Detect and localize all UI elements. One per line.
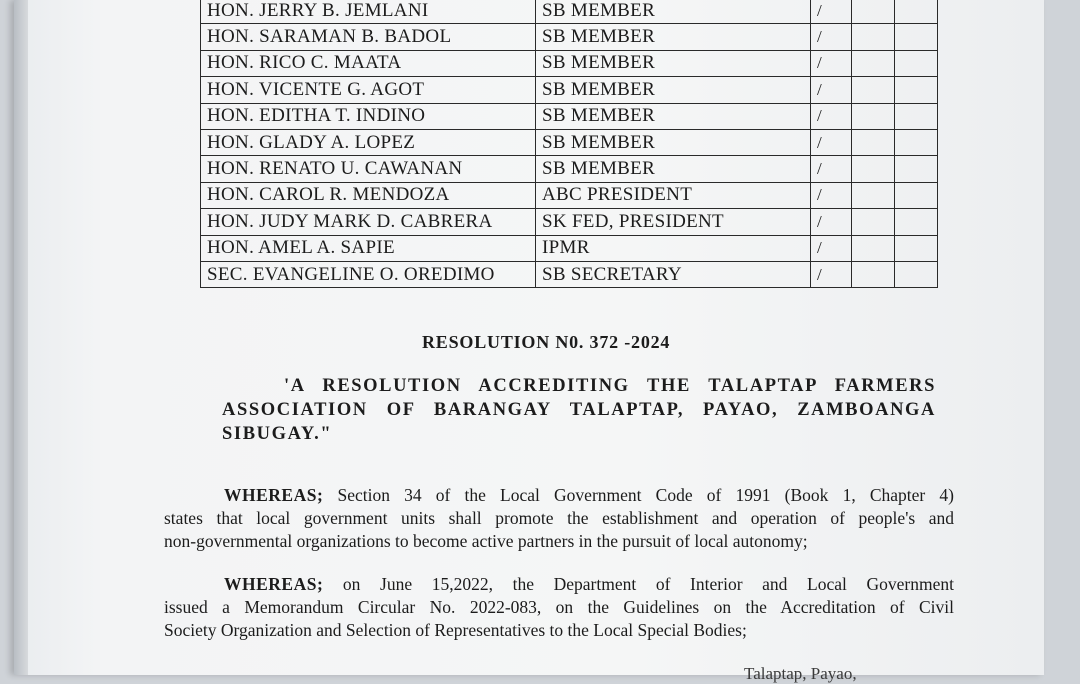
member-name: HON. RENATO U. CAWANAN — [201, 156, 536, 182]
present-mark: / — [811, 182, 852, 208]
leave-cell — [895, 24, 938, 50]
member-position: SK FED, PRESIDENT — [536, 209, 811, 235]
leave-cell — [895, 77, 938, 103]
resolution-title-line: 'A RESOLUTION ACCREDITING THE TALAPTAP FARMERS — [284, 376, 936, 396]
member-name: HON. JERRY B. JEMLANI — [201, 0, 536, 24]
leave-cell — [895, 209, 938, 235]
leave-cell — [895, 235, 938, 261]
attendance-row — [201, 156, 938, 182]
present-mark: / — [811, 103, 852, 129]
attendance-row — [201, 103, 938, 129]
present-mark: / — [811, 156, 852, 182]
present-mark: / — [811, 129, 852, 155]
member-position: SB MEMBER — [536, 103, 811, 129]
whereas-line: Society Organization and Selection of Representatives to the Local Special Bodies; — [164, 620, 747, 640]
leave-cell — [895, 0, 938, 24]
attendance-row — [201, 0, 938, 24]
member-name: HON. GLADY A. LOPEZ — [201, 129, 536, 155]
member-name: HON. SARAMAN B. BADOL — [201, 24, 536, 50]
leave-cell — [895, 156, 938, 182]
absent-cell — [852, 0, 895, 24]
absent-cell — [852, 129, 895, 155]
attendance-row — [201, 77, 938, 103]
attendance-table-body — [201, 0, 938, 288]
present-mark: / — [811, 24, 852, 50]
page-edge — [14, 0, 28, 675]
present-mark: / — [811, 77, 852, 103]
member-position: SB MEMBER — [536, 129, 811, 155]
absent-cell — [852, 103, 895, 129]
leave-cell — [895, 50, 938, 76]
member-name: HON. JUDY MARK D. CABRERA — [201, 209, 536, 235]
cut-off-text: Talaptap, Payao, — [744, 664, 857, 683]
member-position: SB MEMBER — [536, 24, 811, 50]
member-name: SEC. EVANGELINE O. OREDIMO — [201, 261, 536, 287]
resolution-number: RESOLUTION N0. 372 -2024 — [422, 332, 671, 352]
absent-cell — [852, 182, 895, 208]
member-position: IPMR — [536, 235, 811, 261]
whereas-line — [164, 484, 954, 507]
leave-cell — [895, 129, 938, 155]
resolution-title-line: SIBUGAY." — [222, 424, 333, 444]
whereas-text: on June 15,2022, the Department of Interior and Local Government — [323, 574, 954, 594]
absent-cell — [852, 209, 895, 235]
attendance-row — [201, 129, 938, 155]
attendance-row — [201, 261, 938, 287]
absent-cell — [852, 50, 895, 76]
attendance-table — [200, 0, 938, 288]
leave-cell — [895, 103, 938, 129]
whereas-clause-1 — [164, 484, 954, 553]
attendance-row — [201, 209, 938, 235]
resolution-title-line: ASSOCIATION OF BARANGAY TALAPTAP, PAYAO, ZAMBOANGA — [222, 400, 936, 420]
whereas-line — [164, 573, 954, 596]
member-position: SB MEMBER — [536, 156, 811, 182]
present-mark: / — [811, 0, 852, 24]
attendance-row — [201, 24, 938, 50]
absent-cell — [852, 156, 895, 182]
member-name: HON. EDITHA T. INDINO — [201, 103, 536, 129]
document-page — [14, 0, 1044, 683]
member-position: ABC PRESIDENT — [536, 182, 811, 208]
member-position: SB MEMBER — [536, 0, 811, 24]
present-mark: / — [811, 261, 852, 287]
absent-cell — [852, 261, 895, 287]
absent-cell — [852, 235, 895, 261]
whereas-text: Section 34 of the Local Government Code of 1991 (Book 1, Chapter 4) — [323, 485, 954, 505]
whereas-label: WHEREAS; — [224, 574, 324, 594]
member-name: HON. VICENTE G. AGOT — [201, 77, 536, 103]
member-name: HON. AMEL A. SAPIE — [201, 235, 536, 261]
attendance-row — [201, 182, 938, 208]
whereas-label: WHEREAS; — [224, 485, 324, 505]
member-name: HON. RICO C. MAATA — [201, 50, 536, 76]
member-position: SB SECRETARY — [536, 261, 811, 287]
present-mark: / — [811, 235, 852, 261]
absent-cell — [852, 77, 895, 103]
member-position: SB MEMBER — [536, 50, 811, 76]
whereas-line: issued a Memorandum Circular No. 2022-083, on the Guidelines on the Accreditation of Civil — [164, 597, 954, 617]
member-name: HON. CAROL R. MENDOZA — [201, 182, 536, 208]
whereas-line: states that local government units shall promote the establishment and operation of people's and — [164, 508, 954, 528]
leave-cell — [895, 261, 938, 287]
present-mark: / — [811, 50, 852, 76]
whereas-clause-2 — [164, 573, 954, 642]
resolution-title — [222, 374, 936, 446]
attendance-row — [201, 50, 938, 76]
member-position: SB MEMBER — [536, 77, 811, 103]
leave-cell — [895, 182, 938, 208]
absent-cell — [852, 24, 895, 50]
present-mark: / — [811, 209, 852, 235]
whereas-line: non-governmental organizations to become active partners in the pursuit of local autonomy; — [164, 531, 808, 551]
attendance-row — [201, 235, 938, 261]
